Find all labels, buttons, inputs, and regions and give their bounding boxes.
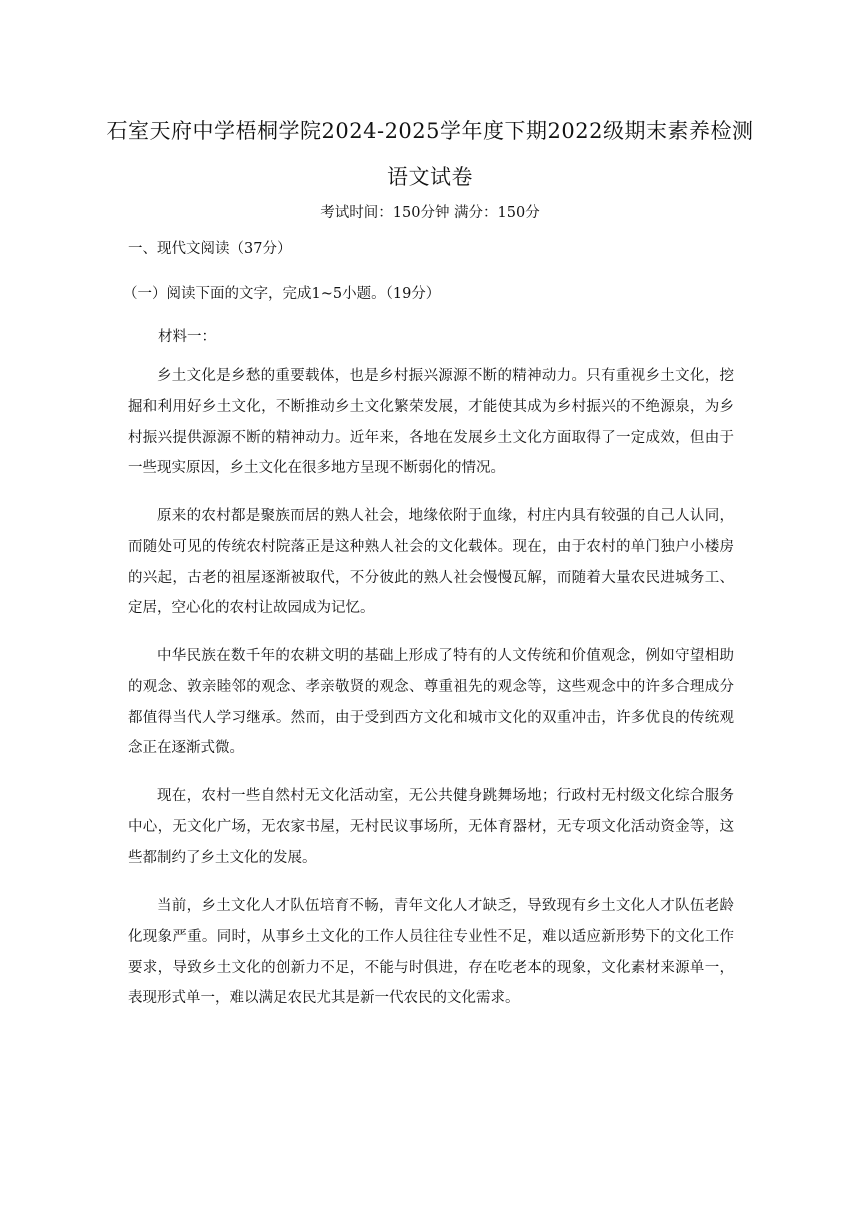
subsection-heading: （一）阅读下面的文字，完成1~5小题。（19分）	[123, 286, 441, 302]
paragraph: 当前，乡土文化人才队伍培育不畅，青年文化人才缺乏，导致现有乡土文化人才队伍老龄化现象严重。同时，从事乡土文化的工作人员往往专业性不足，难以适应新形势下的文化工作要求，导致乡土文化的创新力不足，不能与时俱进，存在吃老本的现象，文化素材来源单一，表现形式单一，难以满足农民尤其是新一代农民的文化需求。	[128, 898, 734, 1007]
exam-title: 石室天府中学梧桐学院2024-2025学年度下期2022级期末素养检测	[106, 119, 754, 143]
section-heading: 一、现代文阅读（37分）	[128, 241, 292, 257]
paragraph: 现在，农村一些自然村无文化活动室，无公共健身跳舞场地；行政村无村级文化综合服务中心，无文化广场，无农家书屋，无村民议事场所，无体育器材，无专项文化活动资金等，这些都制约了乡土文化的发展。	[128, 788, 734, 866]
exam-subtitle: 语文试卷	[387, 165, 473, 189]
exam-meta: 考试时间：150分钟 满分：150分	[320, 205, 540, 221]
material-label: 材料一：	[158, 329, 216, 345]
paragraph: 原来的农村都是聚族而居的熟人社会，地缘依附于血缘，村庄内具有较强的自己人认同，而随处可见的传统农村院落正是这种熟人社会的文化载体。现在，由于农村的单门独户小楼房的兴起，古老的祖屋逐渐被取代，不分彼此的熟人社会慢慢瓦解，而随着大量农民进城务工、定居，空心化的农村让故园成为记忆。	[128, 508, 734, 617]
paragraph: 中华民族在数千年的农耕文明的基础上形成了特有的人文传统和价值观念，例如守望相助的观念、敦亲睦邻的观念、孝亲敬贤的观念、尊重祖先的观念等，这些观念中的许多合理成分都值得当代人学习继承。然而，由于受到西方文化和城市文化的双重冲击，许多优良的传统观念正在逐渐式微。	[128, 648, 734, 757]
paragraph: 乡土文化是乡愁的重要载体，也是乡村振兴源源不断的精神动力。只有重视乡土文化，挖掘和利用好乡土文化，不断推动乡土文化繁荣发展，才能使其成为乡村振兴的不绝源泉，为乡村振兴提供源源不断的精神动力。近年来，各地在发展乡土文化方面取得了一定成效，但由于一些现实原因，乡土文化在很多地方呈现不断弱化的情况。	[128, 368, 734, 477]
